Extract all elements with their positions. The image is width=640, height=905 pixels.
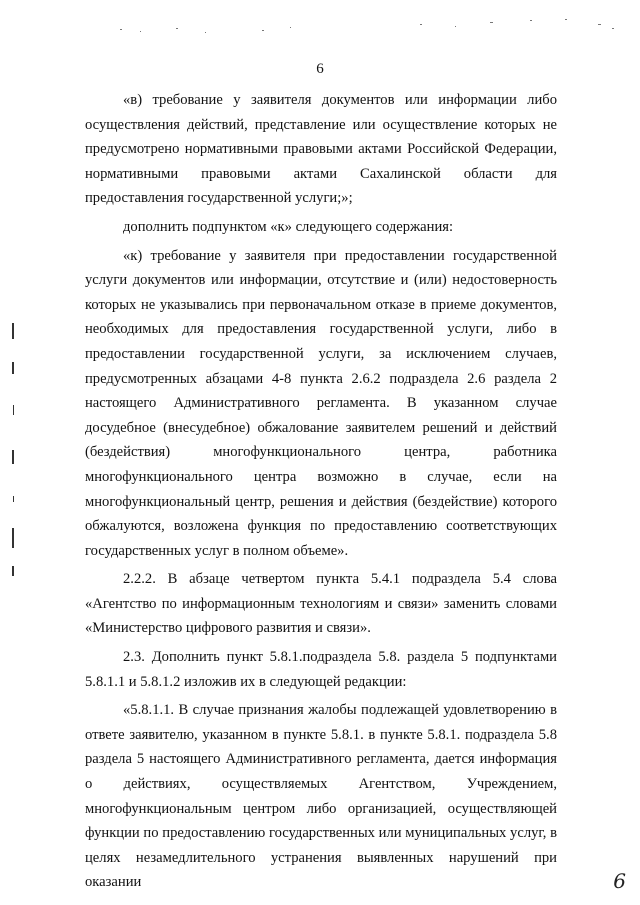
paragraph: «к) требование у заявителя при предоставлении государственной услуги документов или информации, отсутствие и (или) недостоверность которых не указывались при первоначальном отказе в приеме документов, необходимых для предоставления государственной услуги, либо в предоставлении государственной услуги, за исключением случаев, предусмотренных абзацами 4-8 пункта 2.6.2 подраздела 2.6 раздела 2 настоящего Административного регламента. В указанном случае досудебное (внесудебное) обжалование заявителем решений и действий (бездействия) многофункционального центра, работника многофункционального центра возможно в случае, если на многофункциональный центр, решения и действия (бездействие) которого обжалуются, возложена функция по предоставлению соответствующих государственных услуг в полном объеме». [85,247,557,559]
handwritten-page-number: 6 [613,869,626,893]
paragraph: «в) требование у заявителя документов или информации либо осуществления действий, представление или осуществление которых не предусмотрено нормативными правовыми актами Российской Федерации, нормативными правовыми актами Сахалинской области для предоставления государственной услуги;»; [85,92,557,207]
paragraph: 2.2.2. В абзаце четвертом пункта 5.4.1 подраздела 5.4 слова «Агентство по информационным технологиям и связи» заменить словами «Министерство цифрового развития и связи». [85,571,557,637]
document-body [85,88,557,895]
page-number: 6 [316,61,324,77]
paragraph: «5.8.1.1. В случае признания жалобы подлежащей удовлетворению в ответе заявителю, указанном в пункте 5.8.1. в пункте 5.8.1. подраздела 5.8 раздела 5 настоящего Административного регламента, дается информация о действиях, осуществляемых Агентством, Учреждением, многофункциональным центром либо организацией, осуществляющей функции по предоставлению государственных или муниципальных услуг, в целях незамедлительного устранения выявленных нарушений при оказании [85,702,557,891]
paragraph: 2.3. Дополнить пункт 5.8.1.подраздела 5.8. раздела 5 подпунктами 5.8.1.1 и 5.8.1.2 изложив их в следующей редакции: [85,649,557,690]
paragraph: дополнить подпунктом «к» следующего содержания: [123,218,454,235]
